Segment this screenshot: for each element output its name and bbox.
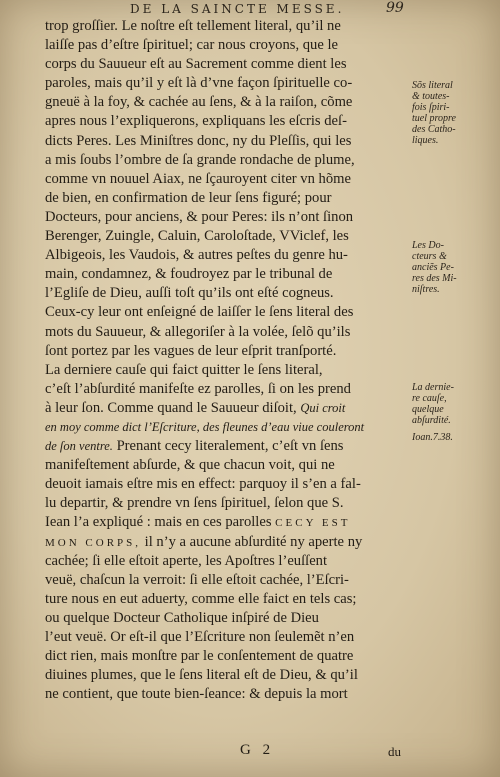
text-line [45, 494, 413, 513]
text-line [45, 284, 413, 303]
margin-note-line: cteurs & [412, 251, 447, 262]
margin-note [412, 240, 496, 295]
text-line [45, 609, 413, 628]
text-run: dict rien, mais monſtre par le conſentement de quatre [45, 648, 354, 665]
margin-note-line: fois ſpiri- [412, 102, 450, 113]
text-run: Albigeois, les Vaudois, & autres peſtes du genre hu- [45, 247, 348, 264]
margin-note [412, 80, 496, 146]
text-line [45, 170, 413, 189]
text-run: ture nous en eut aduerty, comme elle faict en tels cas; [45, 590, 357, 607]
margin-note-line: tuel propre [412, 113, 456, 124]
text-line [45, 55, 413, 74]
text-line [45, 227, 413, 246]
margin-note-line: res des Mi- [412, 273, 457, 284]
text-run: lu departir, & prendre vn ſens ſpirituel, ſelon que S. [45, 495, 344, 512]
page-number: 99 [386, 0, 404, 16]
text-run: comme vn nouuel Aiax, ne ſçauroyent citer vn hõme [45, 170, 351, 187]
margin-note-line: quelque [412, 404, 444, 415]
margin-note-line: des Catho- [412, 124, 456, 135]
text-line [45, 36, 413, 55]
text-line [45, 380, 413, 399]
text-line [45, 74, 413, 93]
text-run: Prenant cecy literalement, c’eſt vn ſens [112, 438, 344, 455]
signature-mark: G 2 [240, 742, 275, 758]
text-run: mots du Sauueur, & allegoriſer à la volée, ſelõ qu’ils [45, 323, 351, 340]
text-line [45, 399, 413, 418]
text-run: l’eut veuë. Or eſt-il que l’Eſcriture non ſeulemẽt n’en [45, 629, 355, 645]
text-line [45, 246, 413, 265]
text-run: dicts Peres. Les Miniſtres donc, ny du Pleſſis, qui les [45, 132, 352, 149]
text-line [45, 265, 413, 284]
small-caps-run: CECY EST [275, 517, 351, 530]
text-line [45, 571, 413, 590]
text-run: deuoit iamais eſtre mis en effect: parquoy il s’en a fal- [45, 476, 361, 493]
text-line [45, 342, 413, 361]
text-run: apres nous l’expliquerons, expliquans les eſcris deſ- [45, 113, 347, 130]
margin-note [412, 432, 496, 443]
text-run: ou quelque Docteur Catholique inſpiré de Dieu [45, 609, 319, 626]
italic-run: de ſon ventre. [45, 439, 113, 454]
text-run: diuines plumes, que le ſens literal eſt de Dieu, & qu’il [45, 667, 358, 684]
text-line [45, 590, 413, 609]
text-line [45, 132, 413, 151]
margin-note-line: Ioan.7.38. [412, 432, 453, 443]
text-line [45, 628, 413, 647]
margin-note-line: liques. [412, 135, 439, 146]
text-run: à leur ſon. Comme quand le Sauueur diſoit, [45, 399, 301, 416]
catchword: du [388, 744, 401, 759]
text-line [45, 666, 413, 685]
text-run: ſont portez par les vagues de leur eſprit tranſporté. [45, 342, 337, 359]
text-line [45, 418, 413, 437]
text-line [45, 533, 413, 552]
text-line [45, 552, 413, 571]
text-line [45, 93, 413, 112]
text-run: La derniere cauſe qui faict quitter le ſens literal, [45, 361, 323, 378]
text-line [45, 303, 413, 322]
italic-run: Qui croit [300, 400, 346, 415]
text-run: l’Egliſe de Dieu, auſſi toſt qu’ils ont eſté cogneus. [45, 285, 334, 302]
text-run: a mis ſoubs l’ombre de ſa grande rondache de plume, [45, 151, 355, 168]
running-title: DE LA SAINCTE MESSE. [130, 2, 345, 16]
text-run: Berenger, Zuingle, Caluin, Caroloſtade, VViclef, les [45, 228, 349, 245]
text-run: Iean l’a expliqué : mais en ces parolles [45, 514, 276, 531]
text-line [45, 112, 413, 131]
text-line [45, 151, 413, 170]
text-run: laiſſe pas d’eſtre ſpirituel; car nous croyons, que le [45, 37, 338, 54]
margin-note-line: re cauſe, [412, 393, 447, 404]
body-text [45, 17, 413, 704]
text-line [45, 208, 413, 227]
text-run: cachée; ſi elle eſtoit aperte, les Apoſtres l’euſſent [45, 552, 328, 569]
text-run: de bien, en confirmation de leur ſens figuré; pour [45, 189, 332, 206]
text-line [45, 456, 413, 475]
text-run: Ceux-cy leur ont enſeigné de laiſſer le ſens literal des [45, 304, 354, 321]
text-run: trop groſſier. Le noſtre eſt tellement literal, qu’il ne [45, 18, 341, 34]
text-line [45, 513, 413, 532]
small-caps-run: MON CORPS, [45, 536, 142, 549]
text-run: il n’y a aucune abſurdité ny aperte ny [141, 533, 363, 550]
margin-note-line: La dernie- [412, 382, 454, 393]
margin-note [412, 382, 496, 426]
margin-note-line: niſtres. [412, 284, 440, 295]
text-run: gneuë à la foy, & cachée au ſens, & à la raiſon, cõme [45, 94, 353, 111]
text-line [45, 685, 413, 704]
margin-note-line: Sõs literal [412, 80, 453, 91]
text-run: main, condamnez, & foudroyez par le tribunal de [45, 266, 333, 283]
margin-note-line: anciẽs Pe- [412, 262, 454, 273]
text-run: manifeſtement abſurde, & que chacun voit, qui ne [45, 457, 335, 474]
text-run: paroles, mais qu’il y eſt là d’vne façon ſpirituelle co- [45, 75, 353, 92]
text-line [45, 475, 413, 494]
text-line [45, 361, 413, 380]
margin-note-line: abſurdité. [412, 415, 451, 426]
text-run: Docteurs, pour anciens, & pour Peres: ils n’ont ſinon [45, 208, 354, 225]
text-run: c’eſt l’abſurdité manifeſte ez parolles, ſi on les prend [45, 380, 351, 397]
text-line [45, 437, 413, 456]
text-run: veuë, chaſcun la verroit: ſi elle eſtoit cachée, l’Eſcri- [45, 571, 349, 588]
text-line [45, 17, 413, 36]
margin-note-line: Les Do- [412, 240, 444, 251]
text-run: corps du Sauueur eſt au Sacrement comme dient les [45, 56, 347, 73]
text-line [45, 189, 413, 208]
text-run: ne contient, que toute bien-ſeance: & depuis la mort [45, 686, 348, 703]
text-line [45, 647, 413, 666]
margin-note-line: & toutes- [412, 91, 450, 102]
italic-run: en moy comme dict l’Eſcriture, des fleunes d’eau viue couleront [45, 419, 365, 434]
text-line [45, 323, 413, 342]
